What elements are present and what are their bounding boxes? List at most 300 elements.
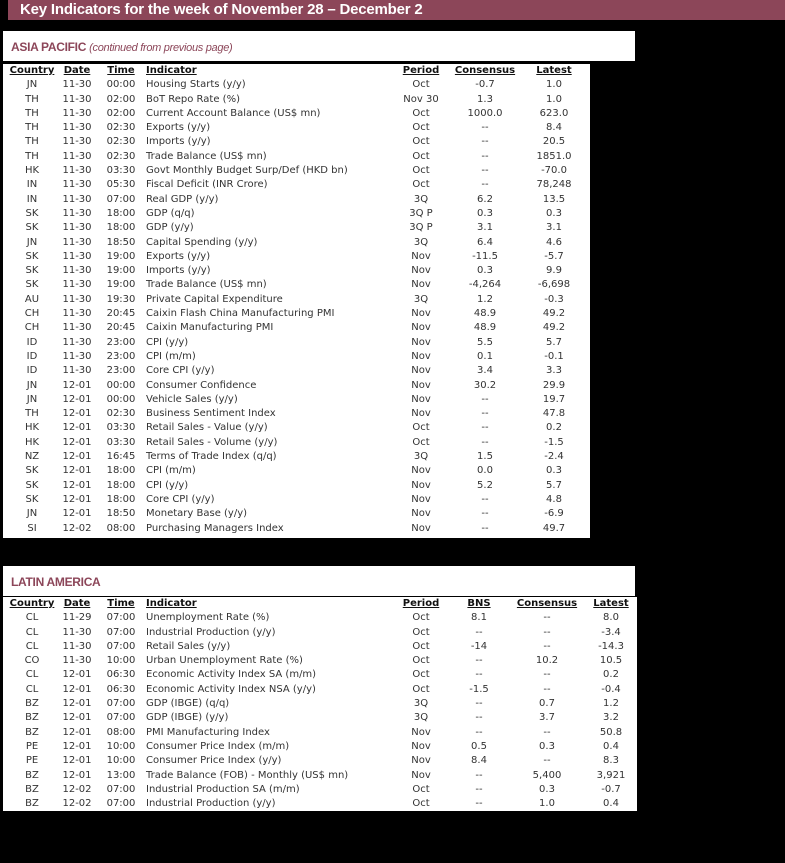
cell-latest: 623.0 bbox=[539, 107, 569, 119]
cell-date: 11-30 bbox=[62, 279, 92, 291]
cell-indicator: CPI (y/y) bbox=[146, 336, 189, 348]
cell-period: Oct bbox=[412, 669, 430, 681]
cell-period: 3Q bbox=[413, 236, 429, 248]
cell-time: 10:00 bbox=[106, 655, 136, 667]
cell-latest: 8.3 bbox=[603, 755, 619, 767]
cell-consensus: 3.4 bbox=[477, 365, 493, 377]
cell-indicator: GDP (IBGE) (y/y) bbox=[146, 712, 229, 724]
table-row bbox=[6, 336, 588, 350]
cell-period: 3Q bbox=[413, 698, 429, 710]
cell-date: 11-30 bbox=[62, 350, 92, 362]
cell-time: 13:00 bbox=[106, 769, 136, 781]
cell-consensus: -- bbox=[481, 393, 489, 405]
cell-time: 02:00 bbox=[106, 107, 136, 119]
table-row bbox=[6, 264, 588, 278]
cell-latest: -70.0 bbox=[541, 165, 567, 177]
cell-time: 08:00 bbox=[106, 726, 136, 738]
table-row bbox=[6, 611, 636, 625]
cell-indicator: GDP (IBGE) (q/q) bbox=[146, 698, 230, 710]
table-row bbox=[6, 393, 588, 407]
cell-indicator: Industrial Production SA (m/m) bbox=[146, 783, 300, 795]
cell-indicator: Exports (y/y) bbox=[146, 250, 211, 262]
cell-time: 02:30 bbox=[106, 136, 136, 148]
cell-country: IN bbox=[26, 193, 38, 205]
cell-consensus: -- bbox=[543, 726, 551, 738]
cell-latest: 10.5 bbox=[599, 655, 623, 667]
cell-period: Oct bbox=[412, 640, 430, 652]
cell-latest: 49.7 bbox=[542, 522, 566, 534]
cell-indicator: BoT Repo Rate (%) bbox=[146, 93, 240, 105]
col-header-latest: Latest bbox=[536, 65, 572, 76]
latam-header-row bbox=[6, 597, 636, 611]
cell-time: 03:30 bbox=[106, 436, 136, 448]
cell-latest: 3,921 bbox=[596, 769, 626, 781]
cell-date: 12-01 bbox=[62, 669, 92, 681]
cell-date: 12-01 bbox=[62, 712, 92, 724]
cell-indicator: PMI Manufacturing Index bbox=[146, 726, 270, 738]
cell-date: 11-30 bbox=[62, 136, 92, 148]
cell-time: 00:00 bbox=[106, 393, 136, 405]
cell-bns: -- bbox=[475, 769, 483, 781]
cell-indicator: Private Capital Expenditure bbox=[146, 293, 283, 305]
asia-pacific-table-container bbox=[3, 64, 590, 538]
cell-indicator: Economic Activity Index NSA (y/y) bbox=[146, 683, 316, 695]
cell-period: Oct bbox=[412, 655, 430, 667]
table-row bbox=[6, 193, 588, 207]
table-row bbox=[6, 93, 588, 107]
cell-consensus: -- bbox=[543, 755, 551, 767]
table-row bbox=[6, 522, 588, 536]
asia-pacific-table bbox=[6, 64, 588, 536]
cell-latest: 47.8 bbox=[542, 408, 566, 420]
cell-consensus: -- bbox=[481, 150, 489, 162]
cell-indicator: Industrial Production (y/y) bbox=[146, 798, 276, 810]
cell-latest: 0.3 bbox=[546, 465, 562, 477]
cell-consensus: 0.1 bbox=[477, 350, 493, 362]
table-row bbox=[6, 321, 588, 335]
cell-latest: 0.2 bbox=[603, 669, 619, 681]
cell-bns: -1.5 bbox=[469, 683, 489, 695]
cell-consensus: -- bbox=[481, 436, 489, 448]
cell-time: 19:00 bbox=[106, 279, 136, 291]
cell-date: 12-01 bbox=[62, 493, 92, 505]
cell-latest: 1.0 bbox=[546, 93, 562, 105]
cell-time: 18:00 bbox=[106, 222, 136, 234]
cell-period: Nov bbox=[411, 726, 431, 738]
cell-latest: 0.3 bbox=[546, 207, 562, 219]
cell-period: Nov bbox=[411, 308, 431, 320]
cell-date: 11-30 bbox=[62, 93, 92, 105]
cell-indicator: Trade Balance (US$ mn) bbox=[146, 150, 267, 162]
cell-time: 03:30 bbox=[106, 165, 136, 177]
cell-time: 19:00 bbox=[106, 265, 136, 277]
cell-country: TH bbox=[25, 122, 39, 134]
cell-bns: 8.4 bbox=[471, 755, 487, 767]
table-row bbox=[6, 121, 588, 135]
col-header-date: Date bbox=[63, 65, 91, 76]
cell-date: 11-30 bbox=[62, 207, 92, 219]
cell-latest: -0.7 bbox=[601, 783, 621, 795]
cell-latest: 49.2 bbox=[542, 308, 566, 320]
cell-latest: 50.8 bbox=[599, 726, 623, 738]
cell-time: 07:00 bbox=[106, 626, 136, 638]
cell-time: 19:00 bbox=[106, 250, 136, 262]
cell-country: SK bbox=[25, 250, 39, 262]
cell-date: 11-30 bbox=[62, 336, 92, 348]
cell-country: CL bbox=[25, 669, 39, 681]
cell-consensus: 0.3 bbox=[539, 783, 555, 795]
cell-date: 12-01 bbox=[62, 740, 92, 752]
cell-date: 11-30 bbox=[62, 655, 92, 667]
cell-country: TH bbox=[25, 136, 39, 148]
cell-period: Oct bbox=[412, 626, 430, 638]
table-row bbox=[6, 178, 588, 192]
table-row bbox=[6, 640, 636, 654]
cell-consensus: 10.2 bbox=[535, 655, 559, 667]
cell-latest: -0.4 bbox=[601, 683, 621, 695]
cell-time: 23:00 bbox=[106, 365, 136, 377]
cell-country: CH bbox=[24, 308, 40, 320]
cell-indicator: Imports (y/y) bbox=[146, 136, 211, 148]
cell-time: 18:50 bbox=[106, 508, 136, 520]
cell-indicator: Industrial Production (y/y) bbox=[146, 626, 276, 638]
cell-indicator: Trade Balance (US$ mn) bbox=[146, 279, 267, 291]
cell-time: 10:00 bbox=[106, 740, 136, 752]
cell-time: 16:45 bbox=[106, 451, 136, 463]
cell-consensus: 3.1 bbox=[477, 222, 493, 234]
col-header-time: Time bbox=[107, 598, 135, 609]
cell-time: 18:00 bbox=[106, 207, 136, 219]
cell-consensus: -- bbox=[481, 408, 489, 420]
cell-consensus: 6.2 bbox=[477, 193, 493, 205]
cell-date: 11-30 bbox=[62, 79, 92, 91]
asia-pacific-subtitle: (continued from previous page) bbox=[89, 42, 233, 54]
cell-period: Nov 30 bbox=[403, 93, 439, 105]
cell-country: IN bbox=[26, 179, 38, 191]
col-header-country: Country bbox=[9, 598, 55, 609]
cell-time: 05:30 bbox=[106, 179, 136, 191]
cell-time: 06:30 bbox=[106, 669, 136, 681]
cell-period: 3Q P bbox=[409, 207, 433, 219]
cell-time: 18:00 bbox=[106, 465, 136, 477]
cell-country: HK bbox=[24, 165, 40, 177]
table-row bbox=[6, 464, 588, 478]
cell-consensus: 0.3 bbox=[539, 740, 555, 752]
cell-time: 08:00 bbox=[106, 522, 136, 534]
cell-date: 11-30 bbox=[62, 236, 92, 248]
cell-indicator: Purchasing Managers Index bbox=[146, 522, 284, 534]
cell-date: 12-01 bbox=[62, 465, 92, 477]
cell-period: Nov bbox=[411, 740, 431, 752]
cell-indicator: Govt Monthly Budget Surp/Def (HKD bn) bbox=[146, 165, 348, 177]
table-row bbox=[6, 350, 588, 364]
cell-country: TH bbox=[25, 408, 39, 420]
cell-period: Oct bbox=[412, 150, 430, 162]
cell-latest: -0.3 bbox=[544, 293, 564, 305]
asia-pacific-section-title bbox=[3, 31, 635, 61]
table-row bbox=[6, 293, 588, 307]
cell-latest: 1.2 bbox=[603, 698, 619, 710]
cell-consensus: -- bbox=[481, 165, 489, 177]
col-header-consensus: Consensus bbox=[454, 65, 516, 76]
cell-country: TH bbox=[25, 107, 39, 119]
table-row bbox=[6, 668, 636, 682]
cell-time: 07:00 bbox=[106, 712, 136, 724]
cell-country: JN bbox=[26, 79, 38, 91]
cell-period: Oct bbox=[412, 122, 430, 134]
cell-period: Nov bbox=[411, 465, 431, 477]
table-row bbox=[6, 740, 636, 754]
cell-date: 11-30 bbox=[62, 107, 92, 119]
cell-date: 12-01 bbox=[62, 769, 92, 781]
cell-latest: -1.5 bbox=[544, 436, 564, 448]
cell-consensus: -- bbox=[481, 493, 489, 505]
page-title: Key Indicators for the week of November 28 – December 2 bbox=[20, 1, 423, 18]
cell-country: SK bbox=[25, 222, 39, 234]
cell-date: 11-30 bbox=[62, 640, 92, 652]
cell-country: BZ bbox=[25, 712, 39, 724]
cell-period: Oct bbox=[412, 612, 430, 624]
cell-bns: 8.1 bbox=[471, 612, 487, 624]
col-header-indicator: Indicator bbox=[146, 65, 197, 76]
cell-country: JN bbox=[26, 236, 38, 248]
cell-latest: 0.4 bbox=[603, 740, 619, 752]
cell-indicator: Retail Sales - Value (y/y) bbox=[146, 422, 268, 434]
cell-indicator: Consumer Confidence bbox=[146, 379, 257, 391]
cell-consensus: 1.0 bbox=[539, 798, 555, 810]
cell-latest: 29.9 bbox=[542, 379, 566, 391]
cell-latest: -6.9 bbox=[544, 508, 564, 520]
cell-latest: 8.0 bbox=[603, 612, 619, 624]
cell-consensus: -- bbox=[543, 612, 551, 624]
latin-america-table bbox=[6, 597, 636, 811]
cell-period: Oct bbox=[412, 79, 430, 91]
cell-period: Nov bbox=[411, 250, 431, 262]
cell-date: 11-30 bbox=[62, 308, 92, 320]
cell-period: Oct bbox=[412, 422, 430, 434]
cell-date: 11-30 bbox=[62, 193, 92, 205]
cell-bns: -- bbox=[475, 798, 483, 810]
latin-america-heading: LATIN AMERICA bbox=[11, 575, 101, 589]
cell-consensus: 1000.0 bbox=[467, 107, 503, 119]
cell-time: 02:30 bbox=[106, 408, 136, 420]
cell-country: SI bbox=[27, 522, 37, 534]
cell-date: 11-30 bbox=[62, 293, 92, 305]
cell-period: Oct bbox=[412, 783, 430, 795]
col-header-period: Period bbox=[402, 65, 440, 76]
cell-period: Oct bbox=[412, 798, 430, 810]
table-row bbox=[6, 150, 588, 164]
col-header-time: Time bbox=[107, 65, 135, 76]
cell-indicator: Consumer Price Index (y/y) bbox=[146, 755, 282, 767]
table-row bbox=[6, 78, 588, 92]
cell-consensus: -- bbox=[481, 422, 489, 434]
cell-indicator: Caixin Manufacturing PMI bbox=[146, 322, 274, 334]
cell-time: 07:00 bbox=[106, 783, 136, 795]
table-row bbox=[6, 654, 636, 668]
cell-date: 12-02 bbox=[62, 522, 92, 534]
cell-period: Nov bbox=[411, 769, 431, 781]
cell-date: 12-01 bbox=[62, 726, 92, 738]
asia-header-row bbox=[6, 64, 588, 78]
cell-date: 12-01 bbox=[62, 451, 92, 463]
cell-country: SK bbox=[25, 265, 39, 277]
cell-bns: -- bbox=[475, 626, 483, 638]
cell-latest: -5.7 bbox=[544, 250, 564, 262]
table-row bbox=[6, 250, 588, 264]
cell-consensus: -- bbox=[481, 136, 489, 148]
cell-time: 23:00 bbox=[106, 350, 136, 362]
cell-period: Nov bbox=[411, 755, 431, 767]
cell-latest: 3.3 bbox=[546, 365, 562, 377]
cell-date: 12-01 bbox=[62, 436, 92, 448]
table-row bbox=[6, 278, 588, 292]
cell-consensus: -- bbox=[481, 522, 489, 534]
cell-country: NZ bbox=[24, 451, 40, 463]
cell-latest: 1851.0 bbox=[536, 150, 572, 162]
cell-consensus: 30.2 bbox=[473, 379, 497, 391]
cell-latest: -2.4 bbox=[544, 451, 564, 463]
cell-country: HK bbox=[24, 436, 40, 448]
cell-consensus: -4,264 bbox=[468, 279, 502, 291]
cell-country: ID bbox=[26, 350, 38, 362]
cell-time: 10:00 bbox=[106, 755, 136, 767]
cell-date: 12-01 bbox=[62, 479, 92, 491]
cell-consensus: -- bbox=[543, 626, 551, 638]
cell-bns: -- bbox=[475, 783, 483, 795]
cell-consensus: 6.4 bbox=[477, 236, 493, 248]
cell-period: Nov bbox=[411, 336, 431, 348]
cell-indicator: Retail Sales (y/y) bbox=[146, 640, 231, 652]
cell-date: 11-30 bbox=[62, 365, 92, 377]
cell-period: Oct bbox=[412, 436, 430, 448]
table-row bbox=[6, 407, 588, 421]
cell-date: 12-02 bbox=[62, 783, 92, 795]
table-row bbox=[6, 683, 636, 697]
cell-latest: 5.7 bbox=[546, 479, 562, 491]
cell-latest: 78,248 bbox=[536, 179, 572, 191]
cell-time: 07:00 bbox=[106, 193, 136, 205]
cell-consensus: 5,400 bbox=[532, 769, 562, 781]
cell-latest: 49.2 bbox=[542, 322, 566, 334]
cell-consensus: 5.2 bbox=[477, 479, 493, 491]
cell-time: 00:00 bbox=[106, 79, 136, 91]
table-row bbox=[6, 379, 588, 393]
cell-country: CL bbox=[25, 626, 39, 638]
cell-latest: 13.5 bbox=[542, 193, 566, 205]
col-header-bns: BNS bbox=[467, 598, 491, 609]
cell-latest: -6,698 bbox=[537, 279, 571, 291]
cell-date: 11-30 bbox=[62, 150, 92, 162]
cell-date: 12-01 bbox=[62, 698, 92, 710]
cell-indicator: Exports (y/y) bbox=[146, 122, 211, 134]
cell-latest: 3.2 bbox=[603, 712, 619, 724]
col-header-period: Period bbox=[402, 598, 440, 609]
cell-time: 07:00 bbox=[106, 798, 136, 810]
cell-period: Nov bbox=[411, 508, 431, 520]
cell-consensus: -0.7 bbox=[475, 79, 495, 91]
cell-country: SK bbox=[25, 279, 39, 291]
table-row bbox=[6, 450, 588, 464]
cell-time: 07:00 bbox=[106, 612, 136, 624]
cell-period: Nov bbox=[411, 408, 431, 420]
cell-indicator: Real GDP (y/y) bbox=[146, 193, 219, 205]
cell-consensus: -- bbox=[481, 508, 489, 520]
cell-latest: 5.7 bbox=[546, 336, 562, 348]
cell-date: 11-30 bbox=[62, 165, 92, 177]
latin-america-section-title bbox=[3, 566, 635, 596]
cell-date: 11-30 bbox=[62, 626, 92, 638]
cell-consensus: 0.3 bbox=[477, 207, 493, 219]
cell-indicator: Core CPI (y/y) bbox=[146, 493, 215, 505]
cell-time: 02:30 bbox=[106, 150, 136, 162]
cell-indicator: Core CPI (y/y) bbox=[146, 365, 215, 377]
cell-country: ID bbox=[26, 336, 38, 348]
table-row bbox=[6, 164, 588, 178]
cell-indicator: Capital Spending (y/y) bbox=[146, 236, 258, 248]
table-row bbox=[6, 479, 588, 493]
cell-latest: 1.0 bbox=[546, 79, 562, 91]
table-row bbox=[6, 507, 588, 521]
cell-country: SK bbox=[25, 493, 39, 505]
cell-date: 11-30 bbox=[62, 122, 92, 134]
cell-country: TH bbox=[25, 93, 39, 105]
col-header-consensus: Consensus bbox=[516, 598, 578, 609]
cell-bns: -14 bbox=[470, 640, 488, 652]
cell-date: 12-01 bbox=[62, 379, 92, 391]
cell-latest: 3.1 bbox=[546, 222, 562, 234]
cell-country: BZ bbox=[25, 726, 39, 738]
cell-latest: 9.9 bbox=[546, 265, 562, 277]
cell-date: 12-01 bbox=[62, 422, 92, 434]
cell-period: 3Q bbox=[413, 451, 429, 463]
cell-indicator: Monetary Base (y/y) bbox=[146, 508, 248, 520]
cell-latest: 0.4 bbox=[603, 798, 619, 810]
cell-country: JN bbox=[26, 379, 38, 391]
cell-period: 3Q bbox=[413, 712, 429, 724]
cell-latest: 20.5 bbox=[542, 136, 566, 148]
table-row bbox=[6, 769, 636, 783]
col-header-date: Date bbox=[63, 598, 91, 609]
cell-date: 12-02 bbox=[62, 798, 92, 810]
cell-consensus: 5.5 bbox=[477, 336, 493, 348]
table-row bbox=[6, 135, 588, 149]
cell-time: 19:30 bbox=[106, 293, 136, 305]
cell-country: SK bbox=[25, 479, 39, 491]
cell-latest: 4.6 bbox=[546, 236, 562, 248]
cell-period: Oct bbox=[412, 683, 430, 695]
table-row bbox=[6, 307, 588, 321]
cell-time: 07:00 bbox=[106, 640, 136, 652]
cell-date: 12-01 bbox=[62, 408, 92, 420]
cell-indicator: Vehicle Sales (y/y) bbox=[146, 393, 238, 405]
cell-period: Nov bbox=[411, 393, 431, 405]
cell-consensus: -- bbox=[543, 683, 551, 695]
table-row bbox=[6, 221, 588, 235]
cell-indicator: CPI (m/m) bbox=[146, 465, 196, 477]
cell-indicator: Retail Sales - Volume (y/y) bbox=[146, 436, 278, 448]
cell-time: 02:30 bbox=[106, 122, 136, 134]
table-row bbox=[6, 754, 636, 768]
cell-consensus: -- bbox=[543, 669, 551, 681]
table-row bbox=[6, 697, 636, 711]
cell-consensus: 1.2 bbox=[477, 293, 493, 305]
cell-date: 11-30 bbox=[62, 179, 92, 191]
cell-time: 18:00 bbox=[106, 493, 136, 505]
cell-country: HK bbox=[24, 422, 40, 434]
cell-country: CH bbox=[24, 322, 40, 334]
cell-country: TH bbox=[25, 150, 39, 162]
